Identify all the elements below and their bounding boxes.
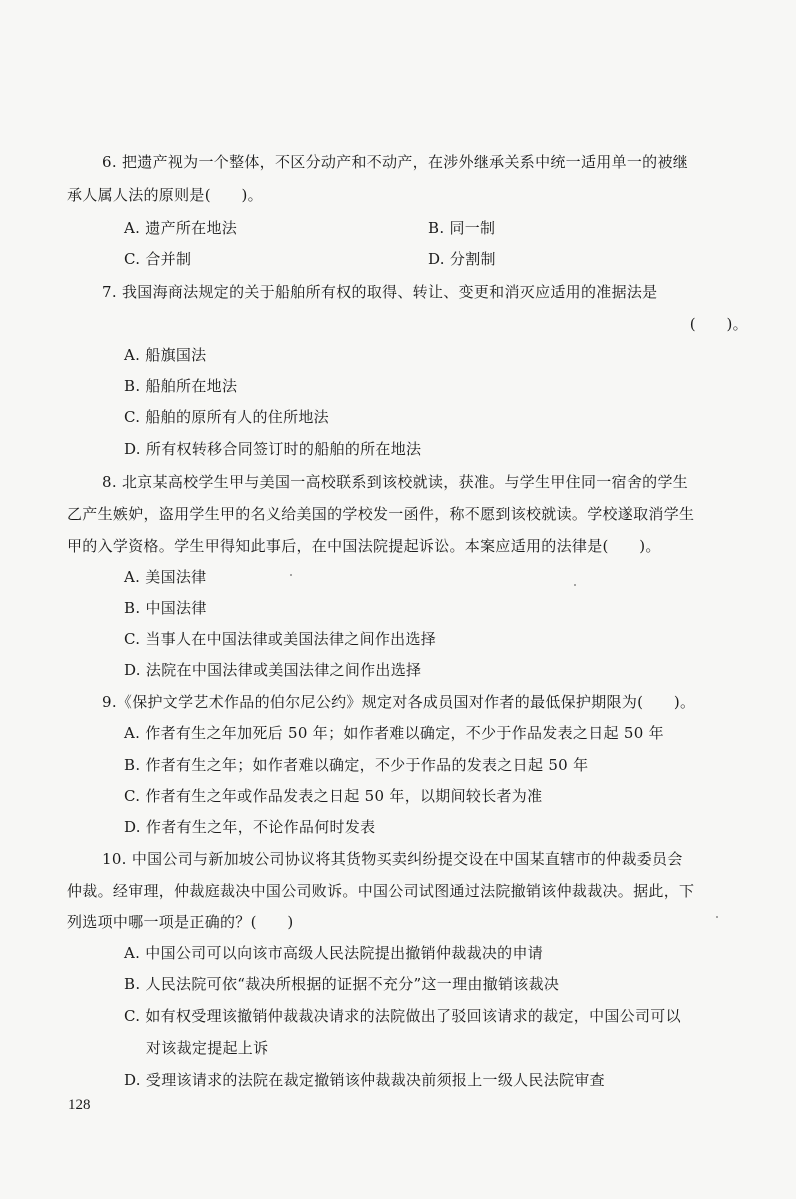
- q10-option-b: B. 人民法院可依“裁决所根据的证据不充分”这一理由撤销该裁决: [124, 975, 560, 993]
- q6-option-c: C. 合并制: [124, 250, 192, 268]
- q10-option-c-line1: C. 如有权受理该撤销仲裁裁决请求的法院做出了驳回该请求的裁定，中国公司可以: [124, 1007, 681, 1025]
- q9-option-b: B. 作者有生之年；如作者难以确定，不少于作品的发表之日起 50 年: [124, 756, 589, 774]
- q9-option-c: C. 作者有生之年或作品发表之日起 50 年，以期间较长者为准: [124, 787, 543, 805]
- q9-stem-line1: 9.《保护文学艺术作品的伯尔尼公约》规定对各成员国对作者的最低保护期限为( )。: [102, 693, 696, 711]
- q8-option-a: A. 美国法律: [124, 568, 207, 586]
- q7-option-d: D. 所有权转移合同签订时的船舶的所在地法: [124, 440, 422, 458]
- scan-speck: [574, 584, 576, 586]
- q8-stem-line3: 甲的入学资格。学生甲得知此事后，在中国法院提起诉讼。本案应适用的法律是( )。: [67, 537, 661, 555]
- scan-speck: [716, 916, 718, 918]
- scan-speck: [290, 574, 292, 576]
- q6-stem-line1: 6. 把遗产视为一个整体，不区分动产和不动产，在涉外继承关系中统一适用单一的被继: [102, 153, 689, 171]
- q6-stem-line2: 承人属人法的原则是( )。: [67, 186, 263, 204]
- q10-stem-line2: 仲裁。经审理，仲裁庭裁决中国公司败诉。中国公司试图通过法院撤销该仲裁裁决。据此，下: [67, 882, 695, 900]
- q10-stem-line3: 列选项中哪一项是正确的？( ): [67, 913, 294, 931]
- q9-option-a: A. 作者有生之年加死后 50 年；如作者难以确定，不少于作品发表之日起 50 年: [124, 724, 664, 742]
- q8-option-c: C. 当事人在中国法律或美国法律之间作出选择: [124, 630, 437, 648]
- q6-option-a: A. 遗产所在地法: [124, 219, 238, 237]
- q8-stem-line1: 8. 北京某高校学生甲与美国一高校联系到该校就读，获准。与学生甲住同一宿舍的学生: [102, 473, 689, 491]
- q10-option-a: A. 中国公司可以向该市高级人民法院提出撤销仲裁裁决的申请: [124, 944, 544, 962]
- q8-stem-line2: 乙产生嫉妒，盗用学生甲的名义给美国的学校发一函件，称不愿到该校就读。学校遂取消学生: [67, 505, 695, 523]
- q7-answer-blank: ( )。: [689, 315, 748, 333]
- q10-option-d: D. 受理该请求的法院在裁定撤销该仲裁裁决前须报上一级人民法院审查: [124, 1071, 605, 1089]
- q6-option-d: D. 分割制: [428, 250, 496, 268]
- q7-option-a: A. 船旗国法: [124, 346, 207, 364]
- q9-option-d: D. 作者有生之年，不论作品何时发表: [124, 818, 376, 836]
- q8-option-b: B. 中国法律: [124, 599, 207, 617]
- q7-option-c: C. 船舶的原所有人的住所地法: [124, 408, 329, 426]
- q8-option-d: D. 法院在中国法律或美国法律之间作出选择: [124, 661, 422, 679]
- page-number: 128: [68, 1097, 91, 1113]
- q6-option-b: B. 同一制: [428, 219, 496, 237]
- q10-stem-line1: 10. 中国公司与新加坡公司协议将其货物买卖纠纷提交设在中国某直辖市的仲裁委员会: [102, 850, 683, 868]
- q10-option-c-line2: 对该裁定提起上诉: [146, 1039, 269, 1057]
- q7-stem-line1: 7. 我国海商法规定的关于船舶所有权的取得、转让、变更和消灭应适用的准据法是: [102, 283, 658, 301]
- q7-option-b: B. 船舶所在地法: [124, 377, 238, 395]
